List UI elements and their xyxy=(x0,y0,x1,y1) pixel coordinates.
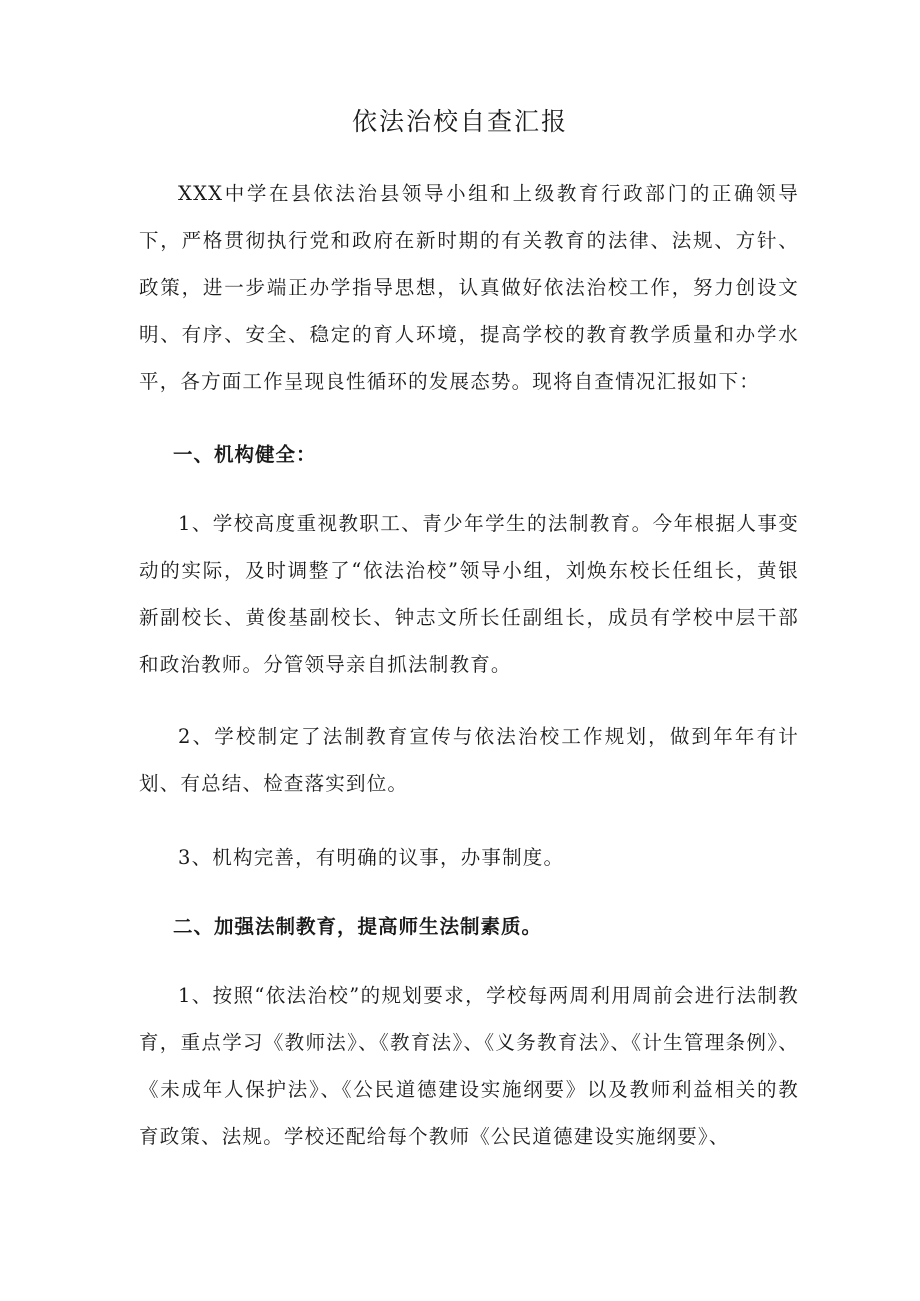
section-heading: 二、加强法制教育，提高师生法制素质。 xyxy=(173,915,543,938)
section-paragraph: 2、学校制定了法制教育宣传与依法治校工作规划，做到年年有计划、有总结、检查落实到位。 xyxy=(139,725,799,795)
document-title: 依法治校自查汇报 xyxy=(351,107,568,136)
section-paragraph: 3、机构完善，有明确的议事，办事制度。 xyxy=(178,846,565,869)
intro-paragraph: XXX中学在县依法治县领导小组和上级教育行政部门的正确领导下，严格贯彻执行党和政府在新时期的有关教育的法律、法规、方针、政策，进一步端正办学指导思想，认真做好依法治校工作，努力创设文明、有序、安全、稳定的育人环境，提高学校的教育教学质量和办学水平，各方面工作呈现良性循环的发展态势。现将自查情况汇报如下： xyxy=(139,182,799,393)
section-heading: 一、机构健全： xyxy=(173,443,317,466)
section-paragraph: 1、学校高度重视教职工、青少年学生的法制教育。今年根据人事变动的实际，及时调整了“依法治校”领导小组，刘焕东校长任组长，黄银新副校长、黄俊基副校长、钟志文所长任副组长，成员有学校中层干部和政治教师。分管领导亲自抓法制教育。 xyxy=(139,512,799,676)
section-paragraph: 1、按照“依法治校”的规划要求，学校每两周利用周前会进行法制教育，重点学习《教师法》、《教育法》、《义务教育法》、《计生管理条例》、《未成年人保护法》、《公民道德建设实施纲要》以及教师利益相关的教育政策、法规。学校还配给每个教师《公民道德建设实施纲要》、 xyxy=(139,984,799,1148)
